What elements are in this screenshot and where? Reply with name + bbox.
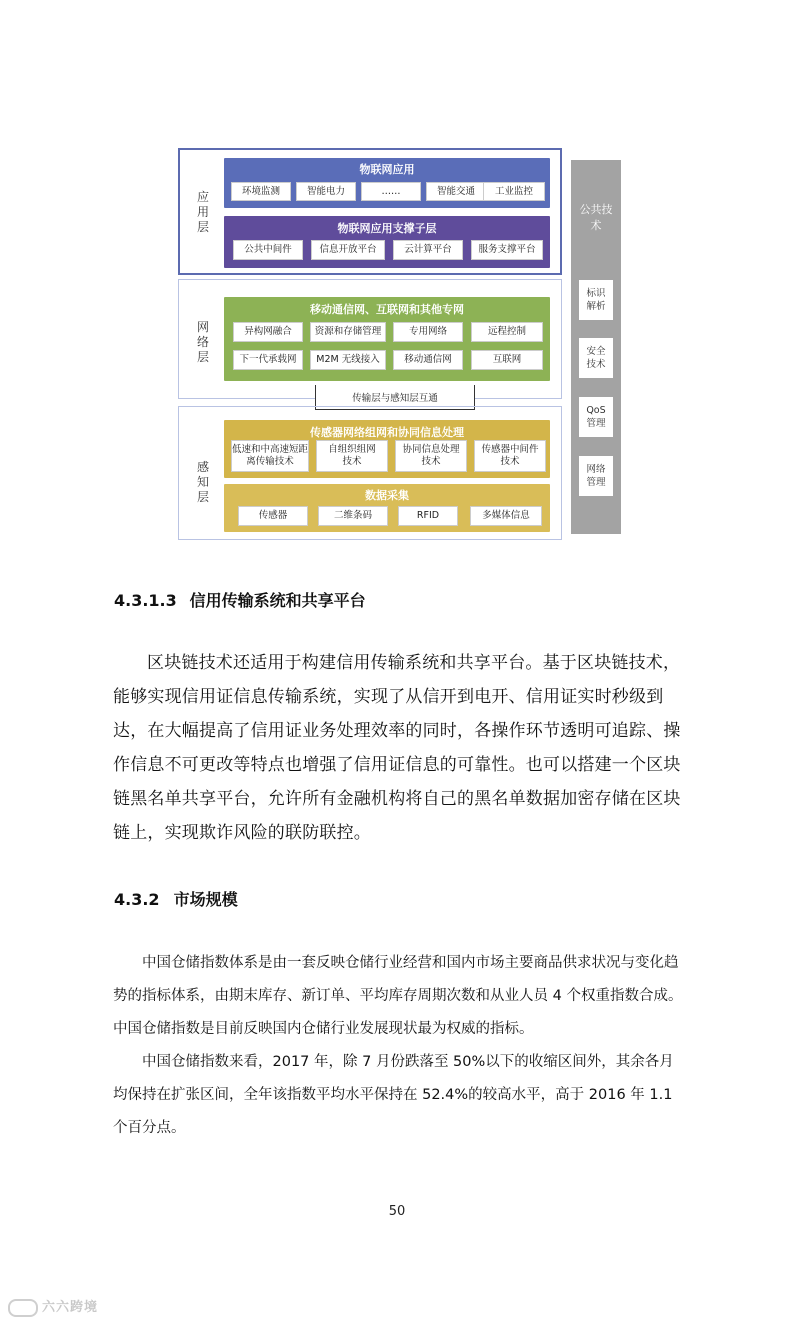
support-item: 信息开放平台 [311, 240, 385, 260]
network-item: 互联网 [471, 350, 543, 370]
sensor-item: 低速和中高速短距离传输技术 [231, 440, 309, 472]
collect-item: 传感器 [238, 506, 308, 526]
section-number: 4.3.1.3 [114, 591, 177, 610]
network-item: 移动通信网 [393, 350, 463, 370]
support-item: 服务支撑平台 [471, 240, 543, 260]
common-tech-item: 网络管理 [579, 456, 613, 496]
app-item: …… [361, 182, 421, 201]
section-heading-4-3-2 [114, 887, 238, 910]
network-item: 下一代承载网 [233, 350, 303, 370]
sensor-item: 自组织组网技术 [316, 440, 388, 472]
application-layer-label: 应用层 [196, 190, 209, 234]
network-band-title: 移动通信网、互联网和其他专网 [310, 303, 464, 316]
common-tech-title: 公共技术 [579, 203, 613, 232]
app-item: 智能电力 [296, 182, 356, 201]
watermark-icon [8, 1299, 38, 1317]
app-item: 智能交通 [426, 182, 486, 201]
support-item: 云计算平台 [393, 240, 463, 260]
perception-layer-label: 感知层 [196, 460, 209, 504]
common-tech-item: QoS管理 [579, 397, 613, 437]
section-title: 市场规模 [173, 890, 238, 909]
data-collection-title: 数据采集 [365, 489, 409, 502]
section1-paragraph [113, 646, 685, 850]
network-layer-label: 网络层 [196, 320, 209, 364]
sensor-network-title: 传感器网络组网和协同信息处理 [310, 426, 464, 439]
paragraph-text: 中国仓储指数体系是由一套反映仓储行业经营和国内市场主要商品供求状况与变化趋势的指标体系，由期末库存、新订单、平均库存周期次数和从业人员 4 个权重指数合成。中国仓储指数是目前反映国内仓储行业发展现状最为权威的指标。 [113, 955, 683, 1037]
network-item: 专用网络 [393, 322, 463, 342]
network-item: 远程控制 [471, 322, 543, 342]
collect-item: RFID [398, 506, 458, 526]
sensor-item: 传感器中间件技术 [474, 440, 546, 472]
section2-paragraphs [113, 947, 685, 1145]
section-number: 4.3.2 [114, 890, 160, 909]
network-item: 资源和存储管理 [310, 322, 386, 342]
paragraph-text: 区块链技术还适用于构建信用传输系统和共享平台。基于区块链技术，能够实现信用证信息传输系统，实现了从信开到电开、信用证实时秒级到达，在大幅提高了信用证业务处理效率的同时，各操作环节透明可追踪、操作信息不可更改等特点也增强了信用证信息的可靠性。也可以搭建一个区块链黑名单共享平台，允许所有金融机构将自己的黑名单数据加密存储在区块链上，实现欺诈风险的联防联控。 [113, 653, 681, 843]
collect-item: 二维条码 [318, 506, 388, 526]
app-item: 工业监控 [483, 182, 545, 201]
support-sublayer-title: 物联网应用支撑子层 [337, 222, 437, 235]
common-tech-item: 安全技术 [579, 338, 613, 378]
interconnect-label: 传输层与感知层互通 [315, 385, 475, 410]
support-item: 公共中间件 [233, 240, 303, 260]
app-item: 环境监测 [231, 182, 291, 201]
section-title: 信用传输系统和共享平台 [189, 591, 366, 610]
iot-architecture-diagram [178, 148, 624, 540]
iot-application-title: 物联网应用 [359, 163, 415, 176]
network-item: 异构网融合 [233, 322, 303, 342]
page-number: 50 [388, 1204, 406, 1219]
common-tech-item: 标识解析 [579, 280, 613, 320]
sensor-item: 协同信息处理技术 [395, 440, 467, 472]
section-heading-4-3-1-3 [114, 588, 366, 611]
watermark-text: 六六跨境 [42, 1300, 99, 1315]
paragraph-text: 中国仓储指数来看，2017 年，除 7 月份跌落至 50%以下的收缩区间外，其余各月均保持在扩张区间，全年该指数平均水平保持在 52.4%的较高水平，高于 2016 年 1.1 个百分点。 [113, 1054, 674, 1136]
collect-item: 多媒体信息 [470, 506, 542, 526]
watermark [8, 1296, 98, 1317]
network-item: M2M 无线接入 [310, 350, 386, 370]
